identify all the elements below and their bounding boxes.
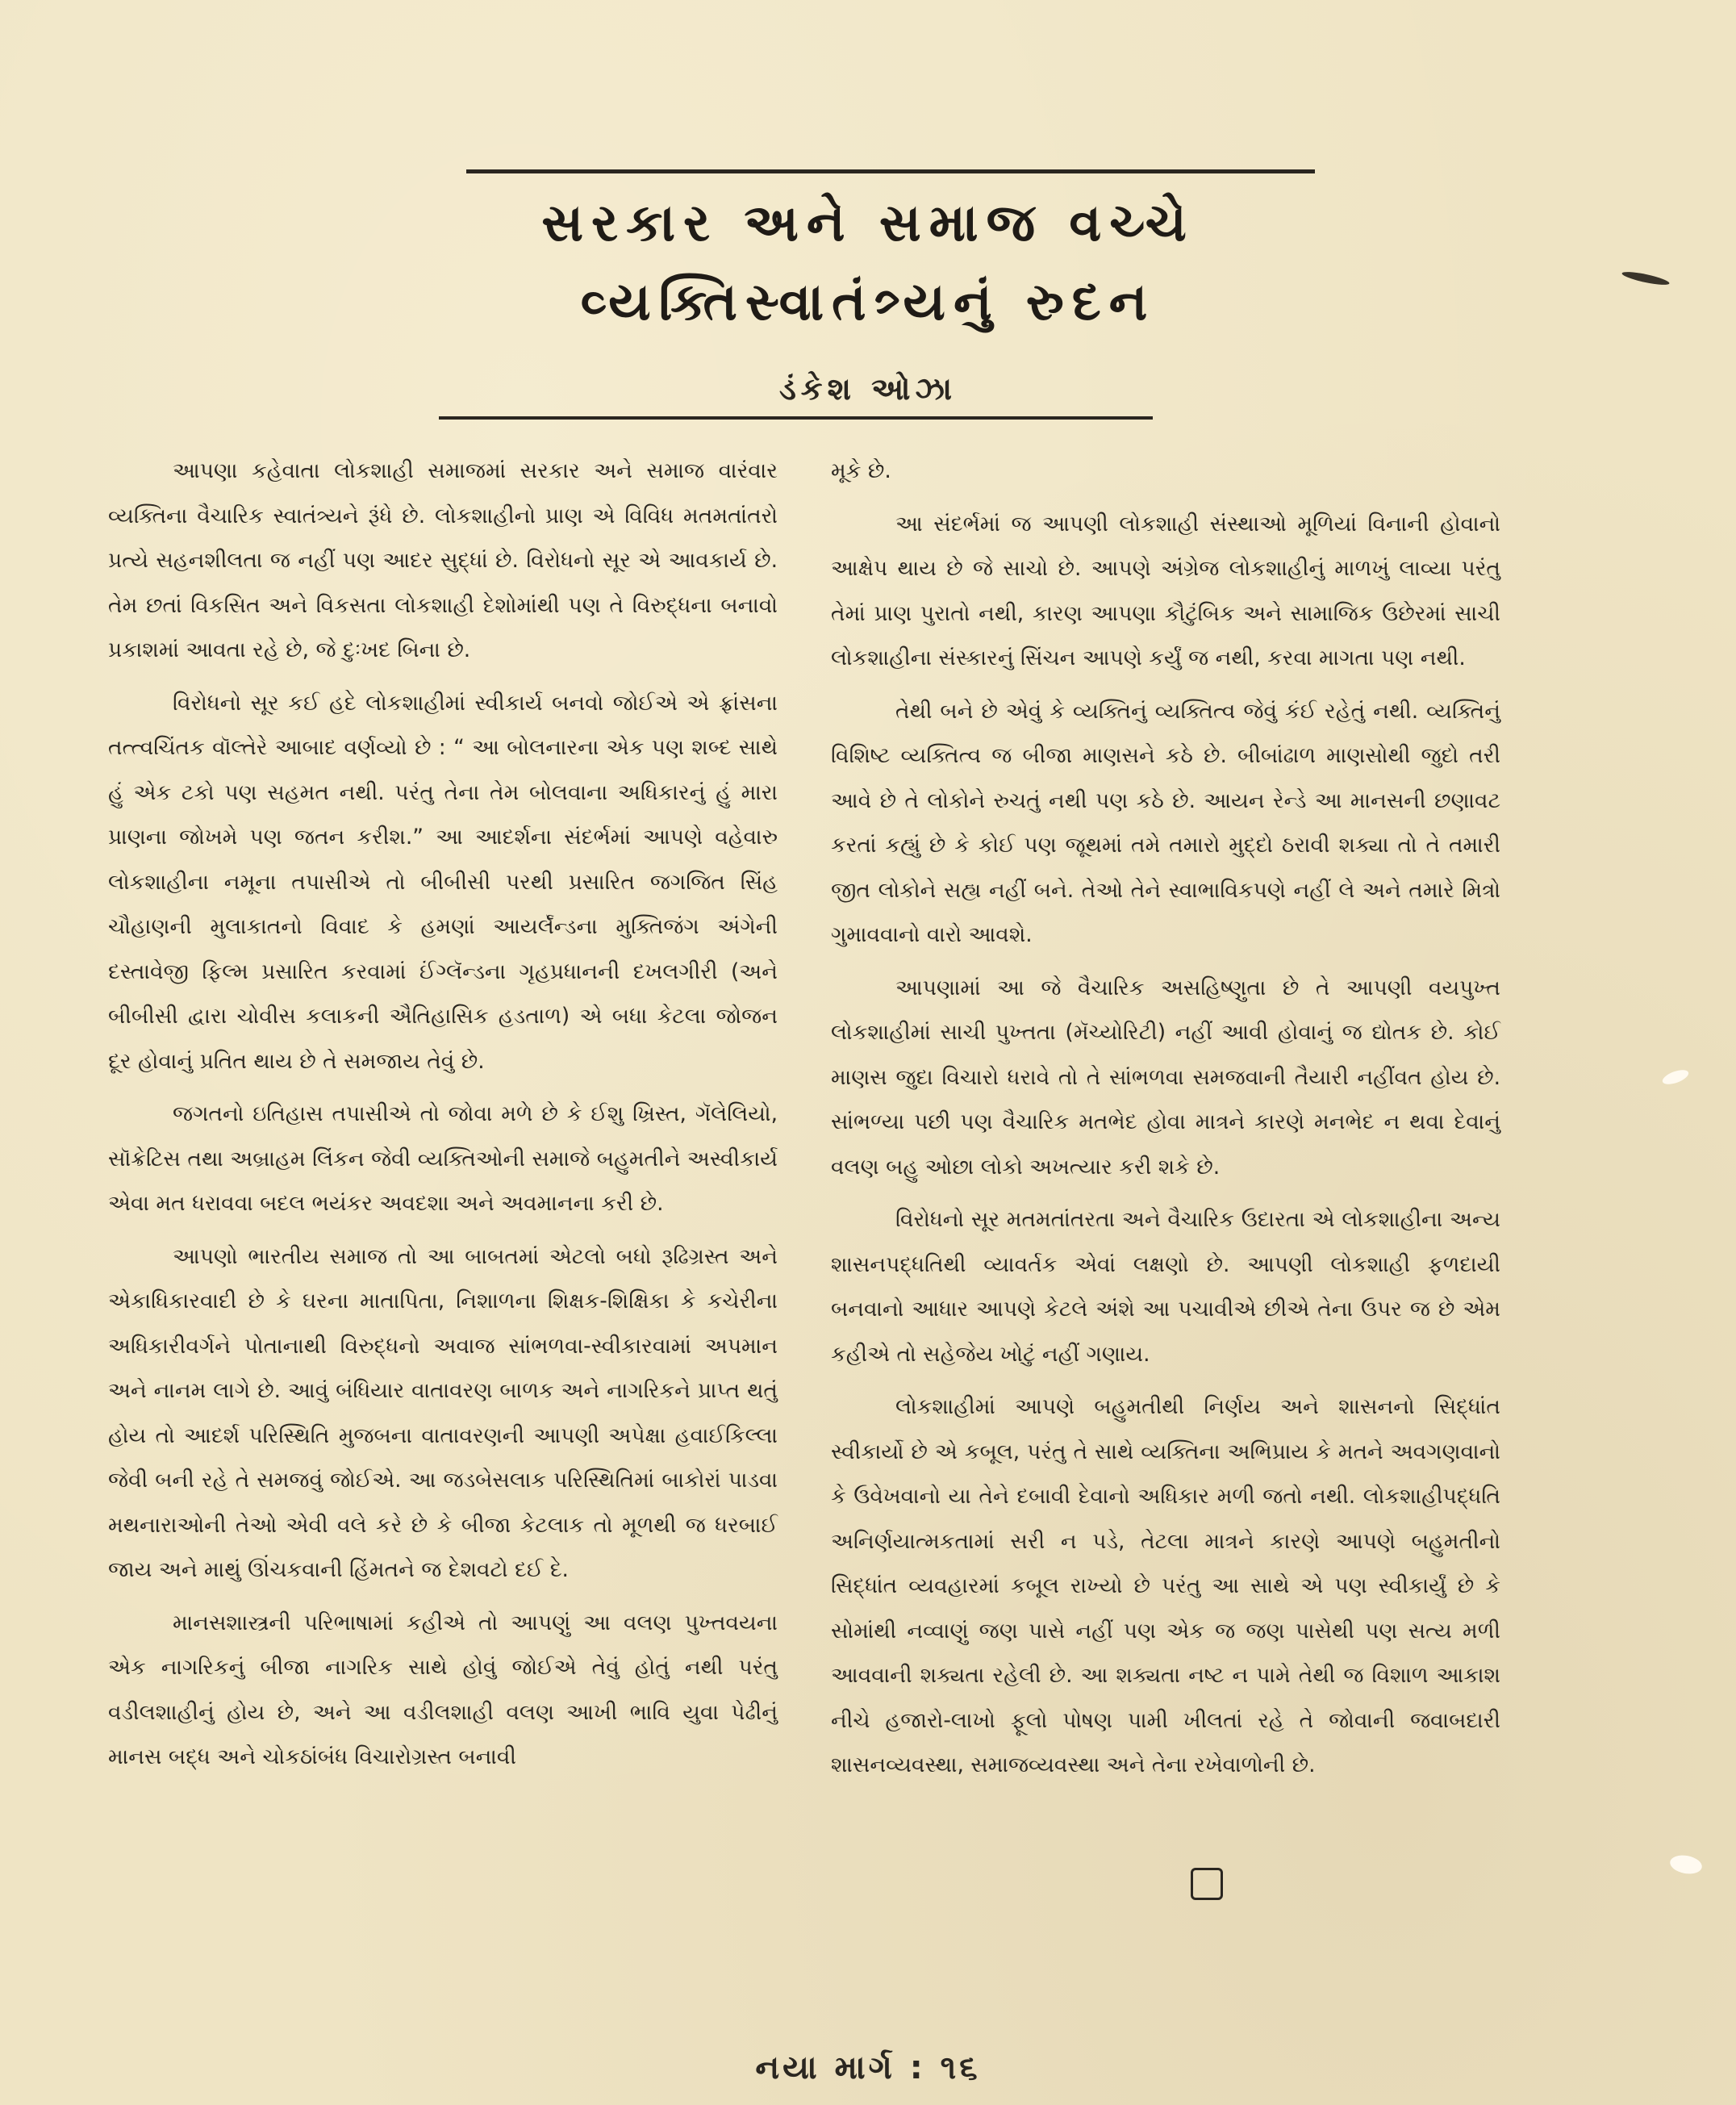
paragraph: જગતનો ઇતિહાસ તપાસીએ તો જોવા મળે છે કે ઈશુ ખ્રિસ્ત, ગૅલેલિયો, સૉક્રેટિસ તથા અબ્રાહમ લિંકન જેવી વ્યક્તિઓની સમાજે બહુમતીને અસ્વીકાર્ય એવા મત ધરાવવા બદલ ભયંકર અવદશા અને અવમાનના કરી છે. [108, 1101, 778, 1216]
paragraph: મૂકે છે. [831, 458, 891, 483]
article-author: ડંકેશ ઓઝા [778, 371, 958, 407]
paper-tear-decoration [1668, 1853, 1703, 1877]
left-column [108, 449, 778, 1788]
title-top-rule [466, 169, 1315, 173]
paragraph: આપણા કહેવાતા લોકશાહી સમાજમાં સરકાર અને સમાજ વારંવાર વ્યક્તિના વૈચારિક સ્વાતંત્ર્યને રૂંધે છે. લોકશાહીનો પ્રાણ એ વિવિધ મતમતાંતરો પ્રત્યે સહનશીલતા જ નહીં પણ આદર સુદ્ધાં છે. વિરોધનો સૂર એ આવકાર્ય છે. તેમ છતાં વિકસિત અને વિકસતા લોકશાહી દેશોમાંથી પણ તે વિરુદ્ધના બનાવો પ્રકાશમાં આવતા રહે છે, જે દુઃખદ બિના છે. [108, 458, 778, 662]
paragraph: આપણો ભારતીય સમાજ તો આ બાબતમાં એટલો બધો રૂઢિગ્રસ્ત અને એકાધિકારવાદી છે કે ઘરના માતાપિતા, નિશાળના શિક્ષક-શિક્ષિકા કે કચેરીના અધિકારીવર્ગને પોતાનાથી વિરુદ્ધનો અવાજ સાંભળવા-સ્વીકારવામાં અપમાન અને નાનમ લાગે છે. આવું બંધિયાર વાતાવરણ બાળક અને નાગરિકને પ્રાપ્ત થતું હોય તો આદર્શ પરિસ્થિતિ મુજબના વાતાવરણની આપણી અપેક્ષા હવાઈકિલ્લા જેવી બની રહે તે સમજવું જોઈએ. આ જડબેસલાક પરિસ્થિતિમાં બાકોરાં પાડવા મથનારાઓની તેઓ એવી વલે કરે છે કે બીજા કેટલાક તો મૂળથી જ ધરબાઈ જાય અને માથું ઊંચકવાની હિંમતને જ દેશવટો દઈ દે. [108, 1243, 778, 1582]
page-footer: નયા માર્ગ : ૧૬ [755, 2049, 981, 2086]
paragraph: માનસશાસ્ત્રની પરિભાષામાં કહીએ તો આપણું આ વલણ પુખ્તવયના એક નાગરિકનું બીજા નાગરિક સાથે હોવું જોઈએ તેવું હોતું નથી પરંતુ વડીલશાહીનું હોય છે, અને આ વડીલશાહી વલણ આખી ભાવિ યુવા પેઢીનું માનસ બદ્ધ અને ચોકઠાંબંધ વિચારોગ્રસ્ત બનાવી [108, 1610, 778, 1769]
paragraph: આ સંદર્ભમાં જ આપણી લોકશાહી સંસ્થાઓ મૂળિયાં વિનાની હોવાનો આક્ષેપ થાય છે જે સાચો છે. આપણે અંગ્રેજ લોકશાહીનું માળખું લાવ્યા પરંતુ તેમાં પ્રાણ પુરાતો નથી, કારણ આપણા કૌટુંબિક અને સામાજિક ઉછેરમાં સાચી લોકશાહીના સંસ્કારનું સિંચન આપણે કર્યું જ નથી, કરવા માગતા પણ નથી. [831, 511, 1500, 670]
end-of-article-box-icon [1191, 1868, 1223, 1900]
article-title-line1: સરકાર અને સમાજ વચ્ચે [541, 194, 1195, 253]
paragraph: આપણામાં આ જે વૈચારિક અસહિષ્ણુતા છે તે આપણી વયપુખ્ત લોકશાહીમાં સાચી પુખ્તતા (મૅચ્યોરિટી) નહીં આવી હોવાનું જ દ્યોતક છે. કોઈ માણસ જુદા વિચારો ધરાવે તો તે સાંભળવા સમજવાની તૈયારી નહીંવત હોય છે. સાંભળ્યા પછી પણ વૈચારિક મતભેદ હોવા માત્રને કારણે મનભેદ ન થવા દેવાનું વલણ બહુ ઓછા લોકો અખત્યાર કરી શકે છે. [831, 975, 1500, 1180]
paragraph: લોકશાહીમાં આપણે બહુમતીથી નિર્ણય અને શાસનનો સિદ્ધાંત સ્વીકાર્યો છે એ કબૂલ, પરંતુ તે સાથે વ્યક્તિના અભિપ્રાય કે મતને અવગણવાનો કે ઉવેખવાનો યા તેને દબાવી દેવાનો અધિકાર મળી જતો નથી. લોકશાહીપદ્ધતિ અનિર્ણયાત્મકતામાં સરી ન પડે, તેટલા માત્રને કારણે આપણે બહુમતીનો સિદ્ધાંત વ્યવહારમાં કબૂલ રાખ્યો છે પરંતુ આ સાથે એ પણ સ્વીકાર્યું છે કે સોમાંથી નવ્વાણું જણ પાસે નહીં પણ એક જ જણ પાસેથી પણ સત્ય મળી આવવાની શક્યતા રહેલી છે. આ શક્યતા નષ્ટ ન પામે તેથી જ વિશાળ આકાશ નીચે હજારો-લાખો ફૂલો પોષણ પામી ખીલતાં રહે તે જોવાની જવાબદારી શાસનવ્યવસ્થા, સમાજવ્યવસ્થા અને તેના રખેવાળોની છે. [831, 1394, 1501, 1777]
title-bottom-rule [439, 416, 1153, 420]
paragraph: તેથી બને છે એવું કે વ્યક્તિનું વ્યક્તિત્વ જેવું કંઈ રહેતું નથી. વ્યક્તિનું વિશિષ્ટ વ્યક્તિત્વ જ બીજા માણસને કઠે છે. બીબાંઢાળ માણસોથી જુદો તરી આવે છે તે લોકોને રુચતું નથી પણ કઠે છે. આયન રેન્ડે આ માનસની છણાવટ કરતાં કહ્યું છે કે કોઈ પણ જૂથમાં તમે તમારો મુદ્દો ઠરાવી શક્યા તો તે તમારી જીત લોકોને સહ્ય નહીં બને. તેઓ તેને સ્વાભાવિકપણે નહીં લે અને તમારે મિત્રો ગુમાવવાનો વારો આવશે. [831, 698, 1500, 947]
paragraph: વિરોધનો સૂર મતમતાંતરતા અને વૈચારિક ઉદારતા એ લોકશાહીના અન્ય શાસનપદ્ધતિથી વ્યાવર્તક એવાં લક્ષણો છે. આપણી લોકશાહી ફળદાયી બનવાનો આધાર આપણે કેટલે અંશે આ પચાવીએ છીએ તેના ઉપર જ છે એમ કહીએ તો સહેજેય ખોટું નહીં ગણાય. [831, 1207, 1500, 1367]
paper-tear-decoration [1661, 1067, 1691, 1088]
paragraph: વિરોધનો સૂર કઈ હદે લોકશાહીમાં સ્વીકાર્ય બનવો જોઈએ એ ફ્રાંસના તત્ત્વચિંતક વૉલ્તેરે આબાદ વર્ણવ્યો છે : “ આ બોલનારના એક પણ શબ્દ સાથે હું એક ટકો પણ સહમત નથી. પરંતુ તેના તેમ બોલવાના અધિકારનું હું મારા પ્રાણના જોખમે પણ જતન કરીશ.” આ આદર્શના સંદર્ભમાં આપણે વહેવારુ લોકશાહીના નમૂના તપાસીએ તો બીબીસી પરથી પ્રસારિત જગજિત સિંહ ચૌહાણની મુલાકાતનો વિવાદ કે હમણાં આયર્લૅન્ડના મુક્તિજંગ અંગેની દસ્તાવેજી ફિલ્મ પ્રસારિત કરવામાં ઈંગ્લૅન્ડના ગૃહપ્રધાનની દખલગીરી (અને બીબીસી દ્વારા ચોવીસ કલાકની ઐતિહાસિક હડતાળ) એ બધા કેટલા જોજન દૂર હોવાનું પ્રતિત થાય છે તે સમજાય તેવું છે. [108, 690, 778, 1074]
right-column [831, 449, 1500, 1796]
article-title-line2: વ્યક્તિસ્વાતંત્ર્યનું રુદન [580, 273, 1156, 332]
